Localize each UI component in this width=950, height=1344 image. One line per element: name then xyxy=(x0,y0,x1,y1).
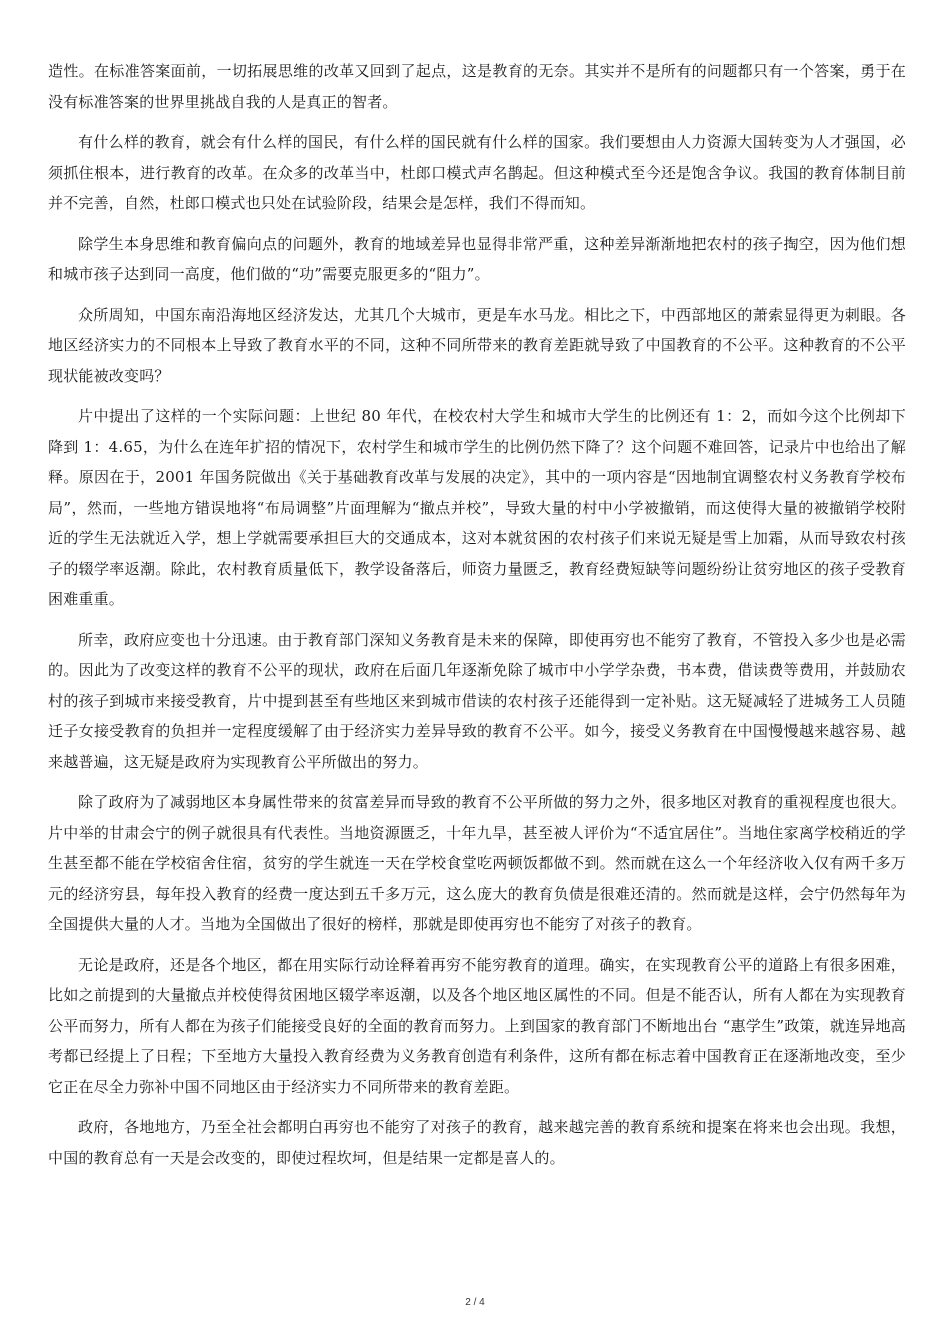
paragraph: 片中提出了这样的一个实际问题：上世纪 80 年代，在校农村大学生和城市大学生的比例还有 1：2，而如今这个比例却下降到 1：4.65，为什么在连年扩招的情况下，农村学生和城市学生的比例仍然下降了？这个问题不难回答，记录片中也给出了解释。原因在于，2001 年国务院做出《关于基础教育改革与发展的决定》，其中的一项内容是“因地制宜调整农村义务教育学校布局”，然而，一些地方错误地将“布局调整”片面理解为“撤点并校”，导致大量的村中小学被撤销，而这使得大量的被撤销学校附近的学生无法就近入学，想上学就需要承担巨大的交通成本，这对本就贫困的农村孩子们来说无疑是雪上加霜，从而导致农村孩子的辍学率返潮。除此，农村教育质量低下，教学设备落后，师资力量匮乏，教育经费短缺等问题纷纷让贫穷地区的孩子受教育困难重重。 xyxy=(48,407,906,608)
paragraph: 众所周知，中国东南沿海地区经济发达，尤其几个大城市，更是车水马龙。相比之下，中西部地区的萧索显得更为刺眼。各地区经济实力的不同根本上导致了教育水平的不同，这种不同所带来的教育差距就导致了中国教育的不公平。这种教育的不公平现状能被改变吗？ xyxy=(48,305,906,385)
paragraph: 所幸，政府应变也十分迅速。由于教育部门深知义务教育是未来的保障，即使再穷也不能穷了教育，不管投入多少也是必需的。因此为了改变这样的教育不公平的现状，政府在后面几年逐渐免除了城市中小学学杂费，书本费，借读费等费用，并鼓励农村的孩子到城市来接受教育，片中提到甚至有些地区来到城市借读的农村孩子还能得到一定补贴。这无疑减轻了进城务工人员随迁子女接受教育的负担并一定程度缓解了由于经济实力差异导致的教育不公平。如今，接受义务教育在中国慢慢越来越容易、越来越普遍，这无疑是政府为实现教育公平所做出的努力。 xyxy=(48,630,906,771)
page-number: 2 / 4 xyxy=(465,1297,485,1308)
paragraph: 有什么样的教育，就会有什么样的国民，有什么样的国民就有什么样的国家。我们要想由人力资源大国转变为人才强国，必须抓住根本，进行教育的改革。在众多的改革当中，杜郎口模式声名鹊起。但这种模式至今还是饱含争议。我国的教育体制目前并不完善，自然，杜郎口模式也只处在试验阶段，结果会是怎样，我们不得而知。 xyxy=(48,133,906,212)
paragraph: 除学生本身思维和教育偏向点的问题外，教育的地域差异也显得非常严重，这种差异渐渐地把农村的孩子掏空，因为他们想和城市孩子达到同一高度，他们做的“功”需要克服更多的“阻力”。 xyxy=(48,234,906,283)
document-body xyxy=(48,56,906,1183)
paragraph: 政府，各地地方，乃至全社会都明白再穷也不能穷了对孩子的教育，越来越完善的教育系统和提案在将来也会出现。我想，中国的教育总有一天是会改变的，即使过程坎坷，但是结果一定都是喜人的。 xyxy=(48,1118,906,1167)
paragraph: 无论是政府，还是各个地区，都在用实际行动诠释着再穷不能穷教育的道理。确实，在实现教育公平的道路上有很多困难，比如之前提到的大量撤点并校使得贫困地区辍学率返潮，以及各个地区地区属性的不同。但是不能否认，所有人都在为实现教育公平而努力，所有人都在为孩子们能接受良好的全面的教育而努力。上到国家的教育部门不断地出台 “惠学生”政策，就连异地高考都已经提上了日程；下至地方大量投入教育经费为义务教育创造有利条件，这所有都在标志着中国教育正在逐渐地改变，至少它正在尽全力弥补中国不同地区由于经济实力不同所带来的教育差距。 xyxy=(48,955,906,1096)
paragraph: 除了政府为了减弱地区本身属性带来的贫富差异而导致的教育不公平所做的努力之外，很多地区对教育的重视程度也很大。片中举的甘肃会宁的例子就很具有代表性。当地资源匮乏，十年九旱，甚至被人评价为“不适宜居住”。当地住家离学校稍近的学生甚至都不能在学校宿舍住宿，贫穷的学生就连一天在学校食堂吃两顿饭都做不到。然而就在这么一个年经济收入仅有两千多万元的经济穷县，每年投入教育的经费一度达到五千多万元，这么庞大的教育负债是很难还清的。然而就是这样，会宁仍然每年为全国提供大量的人才。当地为全国做出了很好的榜样，那就是即使再穷也不能穷了对孩子的教育。 xyxy=(48,793,906,933)
paragraph-continuation: 造性。在标准答案面前，一切拓展思维的改革又回到了起点，这是教育的无奈。其实并不是所有的问题都只有一个答案，勇于在没有标准答案的世界里挑战自我的人是真正的智者。 xyxy=(48,62,906,111)
